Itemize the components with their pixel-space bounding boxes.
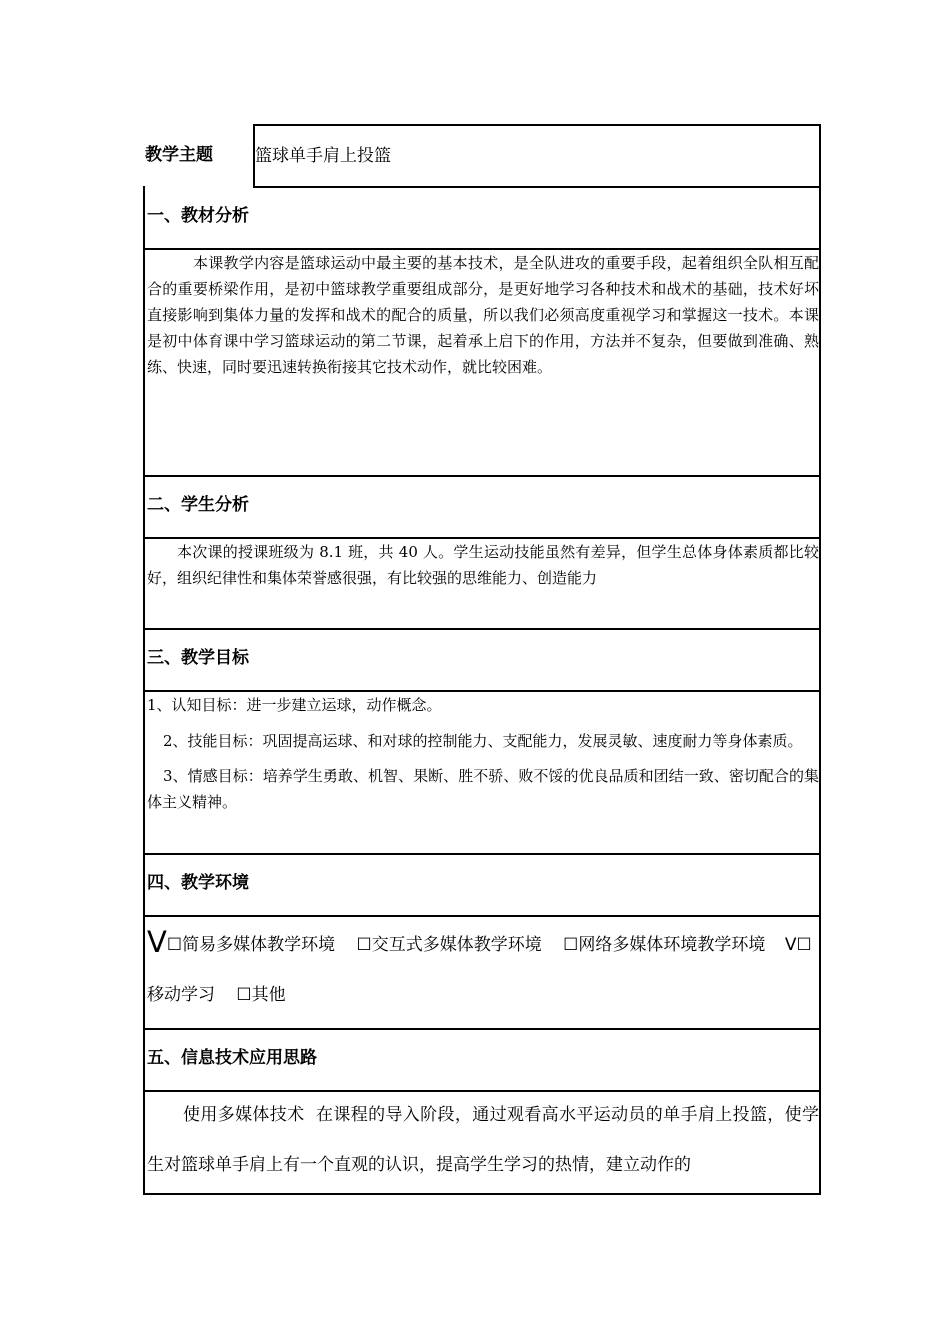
option-interactive-multimedia: 交互式多媒体教学环境 <box>371 935 542 955</box>
option-simple-multimedia: 简易多媒体教学环境 <box>182 935 336 955</box>
option-other: 其他 <box>251 985 286 1005</box>
lesson-plan-table <box>143 124 821 1195</box>
environment-heading-cell <box>143 853 821 917</box>
goal-item: 2、技能目标：巩固提高运球、和对球的控制能力、支配能力，发展灵敏、速度耐力等身体素质。 <box>163 732 803 750</box>
checkbox-icon[interactable]: ☐ <box>796 935 812 955</box>
topic-label-cell <box>143 124 254 188</box>
topic-value: 篮球单手肩上投篮 <box>255 146 391 166</box>
material-heading: 一、教材分析 <box>147 206 249 226</box>
student-heading: 二、学生分析 <box>147 495 249 515</box>
material-heading-cell <box>143 186 821 250</box>
checkbox-icon[interactable]: ☐ <box>166 935 183 955</box>
checkbox-icon[interactable]: ☐ <box>356 935 372 955</box>
goal-item: 3、情感目标：培养学生勇敢、机智、果断、胜不骄、败不馁的优良品质和团结一致、密切配合的集体主义精神。 <box>147 767 819 811</box>
it-body-cell <box>143 1090 821 1195</box>
environment-options-cell <box>143 915 821 1030</box>
it-paragraph: 使用多媒体技术 在课程的导入阶段，通过观看高水平运动员的单手肩上投篮，使学生对篮球单手肩上有一个直观的认识，提高学生学习的热情，建立动作的 <box>147 1105 819 1175</box>
topic-value-cell <box>253 124 821 188</box>
topic-label: 教学主题 <box>145 145 213 165</box>
student-heading-cell <box>143 475 821 539</box>
check-mark: V <box>784 935 797 955</box>
option-network-multimedia: 网络多媒体环境教学环境 <box>578 935 766 955</box>
goal-item: 1、认知目标：进一步建立运球，动作概念。 <box>147 696 442 714</box>
checkbox-icon[interactable]: ☐ <box>236 985 252 1005</box>
check-mark: V <box>147 925 167 959</box>
goals-body-cell <box>143 690 821 855</box>
it-heading-cell <box>143 1028 821 1092</box>
material-paragraph: 本课教学内容是篮球运动中最主要的基本技术，是全队进攻的重要手段，起着组织全队相互配合的重要桥梁作用，是初中篮球教学重要组成部分，是更好地学习各种技术和战术的基础，技术好坏直接影响到集体力量的发挥和战术的配合的质量，所以我们必须高度重视学习和掌握这一技术。本课是初中体育课中学习篮球运动的第二节课，起着承上启下的作用，方法并不复杂，但要做到准确、熟练、快速，同时要迅速转换衔接其它技术动作，就比较困难。 <box>147 254 819 376</box>
student-paragraph: 本次课的授课班级为 8.1 班，共 40 人。学生运动技能虽然有差异，但学生总体身体素质都比较好，组织纪律性和集体荣誉感很强，有比较强的思维能力、创造能力 <box>147 543 819 587</box>
checkbox-icon[interactable]: ☐ <box>563 935 579 955</box>
environment-options <box>147 917 819 1020</box>
environment-heading: 四、教学环境 <box>147 873 249 893</box>
student-body-cell <box>143 537 821 630</box>
option-mobile-learning: 移动学习 <box>147 985 215 1005</box>
it-heading: 五、信息技术应用思路 <box>147 1048 317 1068</box>
goals-heading-cell <box>143 628 821 692</box>
material-body-cell <box>143 248 821 477</box>
goals-heading: 三、教学目标 <box>147 648 249 668</box>
